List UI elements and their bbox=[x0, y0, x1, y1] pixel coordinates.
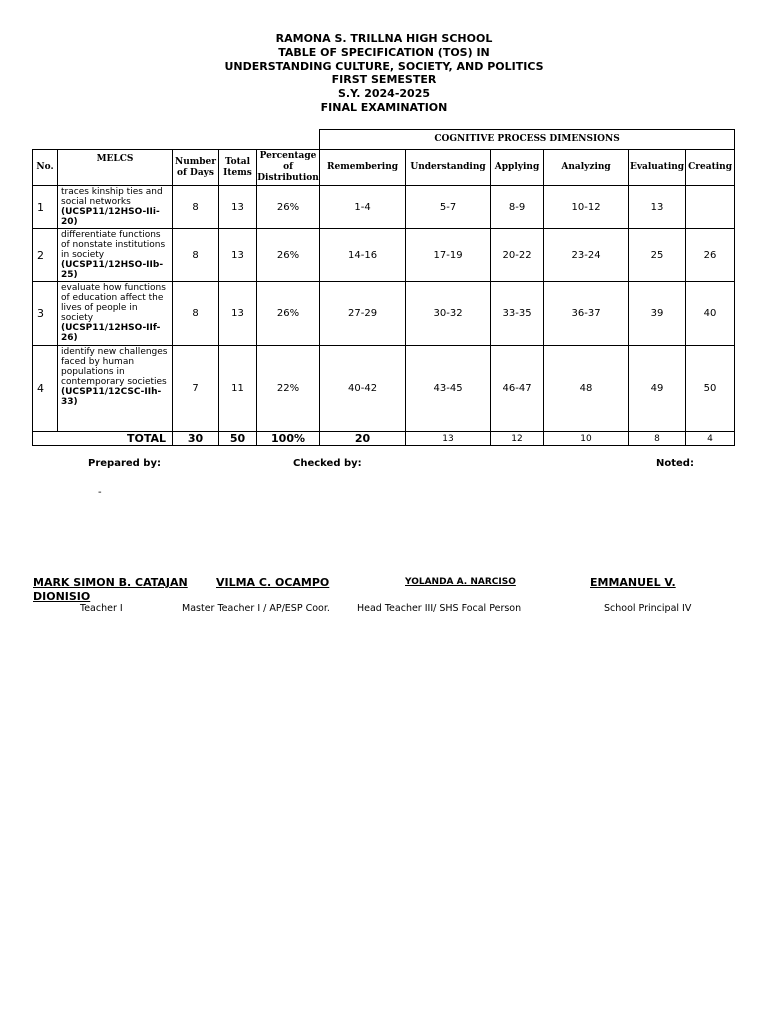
percent-cell: 26% bbox=[257, 186, 320, 229]
melc-text: identify new challenges faced by human populations in contemporary societies bbox=[61, 347, 168, 387]
analyzing-cell: 48 bbox=[544, 346, 629, 432]
subject-title: UNDERSTANDING CULTURE, SOCIETY, AND POLITICS bbox=[224, 59, 544, 73]
total-label: TOTAL bbox=[33, 432, 173, 446]
exam-type: FINAL EXAMINATION bbox=[320, 100, 448, 114]
prepared-by-label: Prepared by: bbox=[88, 458, 161, 469]
items-cell: 13 bbox=[219, 229, 257, 282]
remembering-cell: 40-42 bbox=[320, 346, 406, 432]
total-analyzing: 10 bbox=[544, 432, 629, 446]
melc-text: traces kinship ties and social networks bbox=[61, 187, 163, 207]
total-row bbox=[33, 432, 735, 446]
understanding-cell: 30-32 bbox=[406, 282, 491, 346]
row-no: 4 bbox=[33, 346, 58, 432]
analyzing-cell: 23-24 bbox=[544, 229, 629, 282]
percent-cell: 22% bbox=[257, 346, 320, 432]
tos-title: TABLE OF SPECIFICATION (TOS) IN bbox=[278, 45, 490, 59]
row-no: 2 bbox=[33, 229, 58, 282]
col-evaluating: Evaluating bbox=[629, 150, 686, 186]
total-understanding: 13 bbox=[406, 432, 491, 446]
days-cell: 8 bbox=[173, 229, 219, 282]
signatory-name-principal: EMMANUEL V. bbox=[590, 576, 676, 589]
col-no: No. bbox=[33, 150, 58, 186]
total-days: 30 bbox=[173, 432, 219, 446]
analyzing-cell: 10-12 bbox=[544, 186, 629, 229]
applying-cell: 20-22 bbox=[491, 229, 544, 282]
signatory-name-head-teacher: YOLANDA A. NARCISO bbox=[405, 577, 516, 587]
total-items: 50 bbox=[219, 432, 257, 446]
document-header bbox=[0, 32, 768, 115]
creating-cell: 40 bbox=[686, 282, 735, 346]
items-cell: 13 bbox=[219, 186, 257, 229]
melc-cell bbox=[58, 282, 173, 346]
percent-cell: 26% bbox=[257, 282, 320, 346]
signatory-name-principal-cont: DIONISIO bbox=[33, 590, 91, 603]
total-creating: 4 bbox=[686, 432, 735, 446]
understanding-cell: 43-45 bbox=[406, 346, 491, 432]
school-name: RAMONA S. TRILLNA HIGH SCHOOL bbox=[275, 32, 493, 45]
total-percent: 100% bbox=[257, 432, 320, 446]
melc-code: (UCSP11/12HSO-IIi-20) bbox=[61, 207, 160, 227]
melc-text: differentiate functions of nonstate institutions in society bbox=[61, 230, 166, 260]
tos-table bbox=[32, 129, 735, 446]
melc-code: (UCSP11/12HSO-IIf-26) bbox=[61, 323, 161, 343]
table-row bbox=[33, 186, 735, 229]
remembering-cell: 1-4 bbox=[320, 186, 406, 229]
blank-header-cell bbox=[33, 130, 320, 150]
col-remembering: Remembering bbox=[320, 150, 406, 186]
signatory-position-head-teacher: Head Teacher III/ SHS Focal Person bbox=[357, 603, 522, 614]
applying-cell: 8-9 bbox=[491, 186, 544, 229]
row-no: 1 bbox=[33, 186, 58, 229]
melc-code: (UCSP11/12HSO-IIb-25) bbox=[61, 260, 164, 280]
total-applying: 12 bbox=[491, 432, 544, 446]
applying-cell: 33-35 bbox=[491, 282, 544, 346]
col-days: Number of Days bbox=[173, 150, 219, 186]
remembering-cell: 14-16 bbox=[320, 229, 406, 282]
signatory-name-teacher: MARK SIMON B. CATAJAN bbox=[33, 576, 188, 589]
col-melcs: MELCS bbox=[58, 150, 173, 186]
days-cell: 7 bbox=[173, 346, 219, 432]
row-no: 3 bbox=[33, 282, 58, 346]
evaluating-cell: 13 bbox=[629, 186, 686, 229]
days-cell: 8 bbox=[173, 282, 219, 346]
melc-cell bbox=[58, 346, 173, 432]
analyzing-cell: 36-37 bbox=[544, 282, 629, 346]
creating-cell bbox=[686, 186, 735, 229]
table-row bbox=[33, 282, 735, 346]
evaluating-cell: 25 bbox=[629, 229, 686, 282]
cognitive-dimensions-header: COGNITIVE PROCESS DIMENSIONS bbox=[320, 130, 735, 150]
signatory-position-teacher: Teacher I bbox=[80, 603, 123, 614]
evaluating-cell: 49 bbox=[629, 346, 686, 432]
total-evaluating: 8 bbox=[629, 432, 686, 446]
table-row bbox=[33, 229, 735, 282]
col-percent: Percentage of Distribution bbox=[257, 150, 320, 186]
understanding-cell: 17-19 bbox=[406, 229, 491, 282]
creating-cell: 26 bbox=[686, 229, 735, 282]
items-cell: 13 bbox=[219, 282, 257, 346]
col-items: Total Items bbox=[219, 150, 257, 186]
creating-cell: 50 bbox=[686, 346, 735, 432]
col-understanding: Understanding bbox=[406, 150, 491, 186]
noted-label: Noted: bbox=[656, 458, 694, 469]
semester: FIRST SEMESTER bbox=[331, 73, 437, 87]
percent-cell: 26% bbox=[257, 229, 320, 282]
signatory-name-master-teacher: VILMA C. OCAMPO bbox=[216, 576, 330, 589]
col-creating: Creating bbox=[686, 150, 735, 186]
understanding-cell: 5-7 bbox=[406, 186, 491, 229]
melc-cell bbox=[58, 186, 173, 229]
remembering-cell: 27-29 bbox=[320, 282, 406, 346]
table-row bbox=[33, 346, 735, 432]
melc-code: (UCSP11/12CSC-IIh-33) bbox=[61, 387, 162, 407]
melc-text: evaluate how functions of education affect the lives of people in society bbox=[61, 283, 166, 323]
signatory-position-principal: School Principal IV bbox=[604, 603, 692, 614]
items-cell: 11 bbox=[219, 346, 257, 432]
signatory-position-master-teacher: Master Teacher I / AP/ESP Coor. bbox=[182, 603, 330, 614]
days-cell: 8 bbox=[173, 186, 219, 229]
evaluating-cell: 39 bbox=[629, 282, 686, 346]
school-year: S.Y. 2024-2025 bbox=[337, 87, 431, 101]
melc-cell bbox=[58, 229, 173, 282]
dash-mark: - bbox=[98, 487, 102, 498]
col-analyzing: Analyzing bbox=[544, 150, 629, 186]
checked-by-label: Checked by: bbox=[293, 458, 362, 469]
applying-cell: 46-47 bbox=[491, 346, 544, 432]
col-applying: Applying bbox=[491, 150, 544, 186]
total-remembering: 20 bbox=[320, 432, 406, 446]
